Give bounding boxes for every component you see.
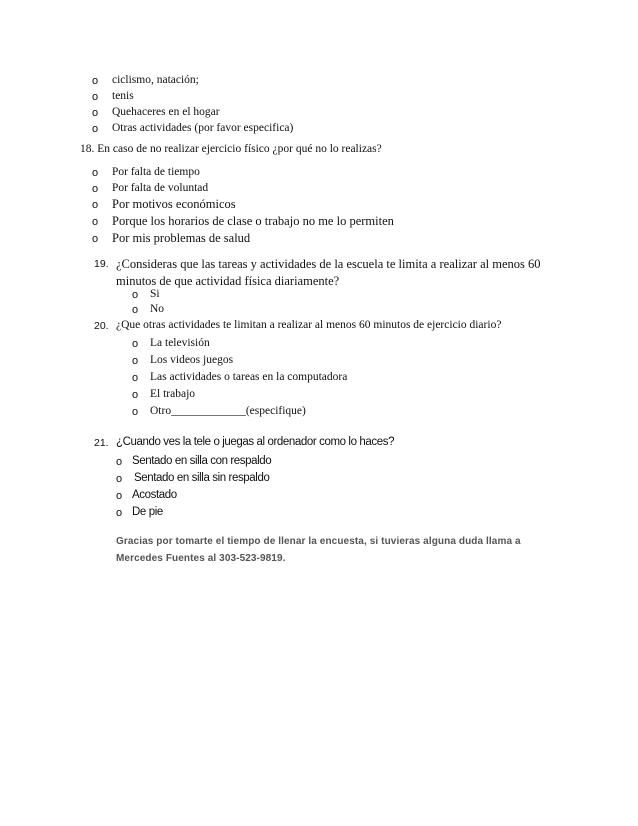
question-text: ¿Que otras actividades te limitan a realizar al menos 60 minutos de ejercicio diario? — [116, 319, 502, 331]
option-label: Por motivos económicos — [112, 197, 236, 211]
option-label: Sentado en silla sin respaldo — [134, 472, 270, 484]
option-label: Las actividades o tareas en la computadora — [150, 371, 348, 383]
list-item: tenis — [112, 90, 134, 102]
option-label: El trabajo — [150, 388, 196, 400]
option-label: Por falta de voluntad — [112, 182, 209, 194]
question-number: 20. — [94, 320, 109, 332]
option-label: La televisión — [150, 337, 210, 349]
option-label: No — [150, 303, 165, 315]
option-label: Si — [150, 288, 160, 300]
option-label: Por mis problemas de salud — [112, 231, 251, 245]
option-bullet: o — [116, 456, 123, 468]
option-bullet: o — [92, 199, 99, 211]
option-label: Sentado en silla con respaldo — [132, 455, 272, 467]
option-label: Por falta de tiempo — [112, 166, 200, 178]
option-bullet: o — [92, 183, 99, 195]
option-label: Porque los horarios de clase o trabajo no me lo permiten — [112, 214, 394, 228]
option-bullet: o — [92, 216, 99, 228]
option-label: De pie — [132, 506, 163, 518]
question-text: ¿Consideras que las tareas y actividades de la escuela te limita a realizar al menos 60 minutos de que actividad física diariamente? — [116, 257, 541, 288]
option-bullet: o — [132, 338, 139, 350]
option-label: Los videos juegos — [150, 354, 234, 366]
option-bullet: o — [92, 167, 99, 179]
list-item: ciclismo, natación; — [112, 74, 199, 86]
option-bullet: o — [132, 355, 139, 367]
option-bullet: o — [132, 304, 139, 316]
option-bullet: o — [116, 507, 123, 519]
thanks-line-1: Gracias por tomarte el tiempo de llenar la encuesta, si tuvieras alguna duda llama a — [116, 536, 521, 547]
list-bullet: o — [92, 107, 99, 119]
list-item: Otras actividades (por favor especifica) — [112, 122, 294, 134]
question-text: 18. En caso de no realizar ejercicio físico ¿por qué no lo realizas? — [80, 143, 382, 155]
option-bullet: o — [132, 372, 139, 384]
list-bullet: o — [92, 91, 99, 103]
option-bullet: o — [92, 233, 99, 245]
list-item: Quehaceres en el hogar — [112, 106, 220, 118]
list-bullet: o — [92, 75, 99, 87]
option-bullet: o — [116, 490, 123, 502]
question-number: 21. — [94, 437, 109, 449]
list-bullet: o — [92, 123, 99, 135]
question-text: ¿Cuando ves la tele o juegas al ordenador como lo haces? — [116, 436, 395, 448]
question-number: 19. — [94, 258, 109, 270]
thanks-line-2: Mercedes Fuentes al 303-523-9819. — [116, 553, 286, 564]
option-bullet: o — [132, 289, 139, 301]
option-bullet: o — [132, 406, 139, 418]
option-label: Acostado — [132, 489, 177, 501]
option-bullet: o — [132, 389, 139, 401]
option-bullet: o — [116, 473, 123, 485]
option-label: Otro_____________(especifique) — [150, 405, 306, 417]
